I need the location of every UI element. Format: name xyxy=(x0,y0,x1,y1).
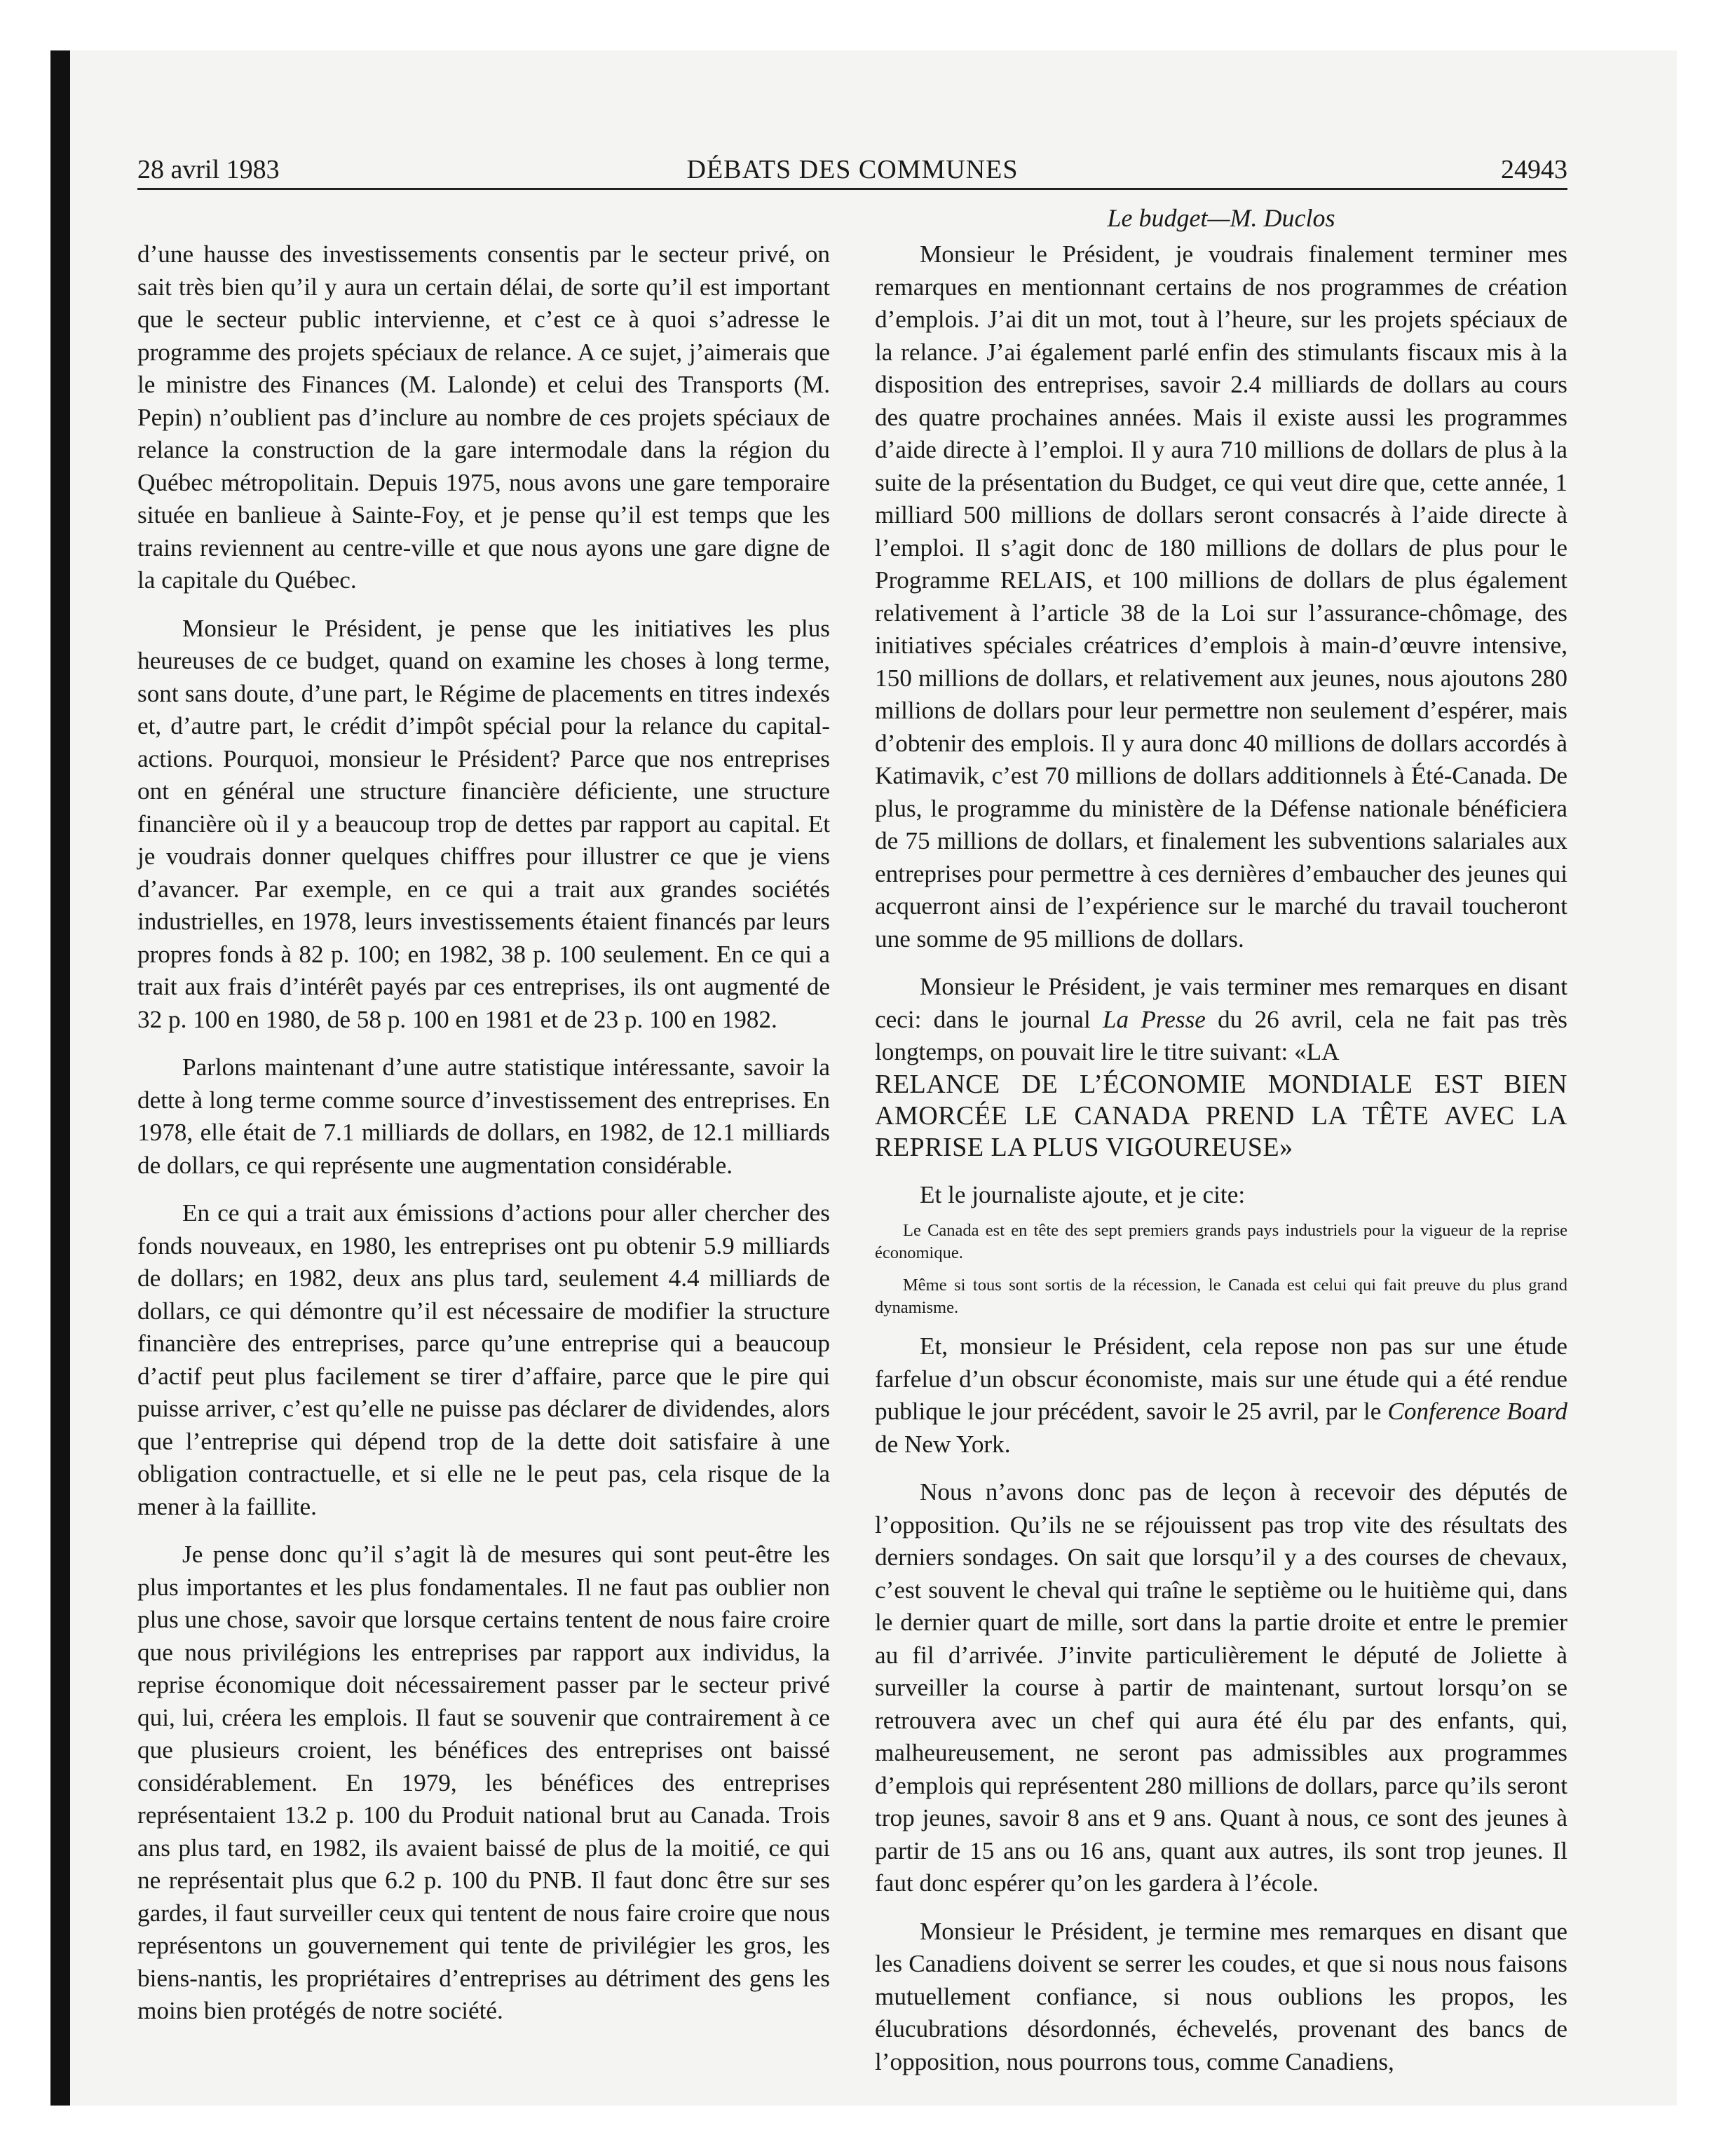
left-paragraph-4: En ce qui a trait aux émissions d’actions pour aller chercher des fonds nouveaux, en 1980, les entreprises ont pu obtenir 5.9 milliards de dollars; en 1982, deux ans plus tard, seulement 4.4 milliards de dollars, ce qui démontre qu’il est nécessaire de modifier la structure financière des entreprises, parce qu’une entreprise qui a beaucoup d’actif peut plus facilement se tirer d’affaire, parce que le pire qui puisse arriver, c’est qu’elle ne puisse pas déclarer de dividendes, alors que l’entreprise qui dépend trop de la dette doit satisfaire à une obligation contractuelle, et si elle ne le peut pas, cela risque de la mener à la faillite. xyxy=(137,1199,830,1520)
right-column xyxy=(875,200,1567,2094)
left-paragraph-2: Monsieur le Président, je pense que les initiatives les plus heureuses de ce budget, quand on examine les choses à long terme, sont sans doute, d’une part, le Régime de placements en titres indexés et, d’autre part, le crédit d’impôt spécial pour la relance du capital-actions. Pourquoi, monsieur le Président? Parce que nos entreprises ont en général une structure financière déficiente, une structure financière où il y a beaucoup trop de dettes par rapport au capital. Et je voudrais donner quelques chiffres pour illustrer ce que je viens d’avancer. Par exemple, en ce qui a trait aux grandes sociétés industrielles, en 1978, leurs investissements étaient financés par leurs propres fonds à 82 p. 100; en 1982, 38 p. 100 seulement. En ce qui a trait aux frais d’intérêt payés par ces entreprises, ils ont augmenté de 32 p. 100 en 1980, de 58 p. 100 en 1981 et de 23 p. 100 en 1982. xyxy=(137,614,830,1033)
left-paragraph-1: d’une hausse des investissements consentis par le secteur privé, on sait très bien qu’il y aura un certain délai, de sorte qu’il est important que le secteur public intervienne, et c’est ce à quoi s’adresse le programme des projets spéciaux de relance. A ce sujet, j’aimerais que le ministre des Finances (M. Lalonde) et celui des Transports (M. Pepin) n’oublient pas d’inclure au nombre de ces projets spéciaux de relance la construction de la gare intermodale dans la région du Québec métropolitain. Depuis 1975, nous avons une gare temporaire située en banlieue à Sainte-Foy, et je pense qu’il est temps que les trains reviennent au centre-ville et que nous ayons une gare digne de la capitale du Québec. xyxy=(137,240,830,594)
left-column xyxy=(137,238,830,2043)
right-paragraph-4 xyxy=(875,1330,1567,1461)
right-paragraph-5: Nous n’avons donc pas de leçon à recevoir des députés de l’opposition. Qu’ils ne se réjouissent pas trop vite des résultats des derniers sondages. On sait que lorsqu’il y a des courses de chevaux, c’est souvent le cheval qui traîne le septième ou le huitième qui, dans le dernier quart de mille, sort dans la partie droite et entre le premier au fil d’arrivée. J’invite particulièrement le député de Joliette à surveiller la course à partir de maintenant, surtout lorsqu’on se retrouvera avec un chef qui aura été élu par des enfants, qui, malheureusement, ne seront pas admissibles aux programmes d’emplois qui représentent 280 millions de dollars, parce qu’ils seront trop jeunes, savoir 8 ans et 9 ans. Quant à nous, ce sont des jeunes à partir de 15 ans ou 16 ans, quant aux autres, ils sont trop jeunes. Il faut donc espérer qu’on les gardera à l’école. xyxy=(875,1478,1567,1897)
scan-binding-edge xyxy=(50,50,70,2106)
right-paragraph-2 xyxy=(875,971,1567,1069)
header-title: DÉBATS DES COMMUNES xyxy=(686,155,1019,184)
right-paragraph-2-text-a: Monsieur le Président, je vais terminer mes remarques en disant ceci: dans le journal xyxy=(875,973,1567,1033)
left-paragraph-3: Parlons maintenant d’une autre statistique intéressante, savoir la dette à long terme comme source d’investissement des entreprises. En 1978, elle était de 7.1 milliards de dollars, en 1982, de 12.1 milliards de dollars, ce qui représente une augmentation considérable. xyxy=(137,1053,830,1179)
right-paragraph-4-text-b: de New York. xyxy=(875,1430,1011,1458)
running-head: Le budget—M. Duclos xyxy=(1107,204,1335,232)
header-page-number: 24943 xyxy=(1501,155,1567,184)
right-paragraph-3: Et le journaliste ajoute, et je cite: xyxy=(920,1180,1246,1208)
newspaper-name: La Presse xyxy=(1102,1005,1206,1033)
right-paragraph-1: Monsieur le Président, je voudrais finalement terminer mes remarques en mentionnant certains de nos programmes de création d’emplois. J’ai dit un mot, tout à l’heure, sur les projets spéciaux de la relance. J’ai également parlé enfin des stimulants fiscaux mis à la disposition des entreprises, savoir 2.4 milliards de dollars au cours des quatre prochaines années. Mais il existe aussi les programmes d’aide directe à l’emploi. Il y aura 710 millions de dollars de plus à la suite de la présentation du Budget, ce qui veut dire que, cette année, 1 milliard 500 millions de dollars seront consacrés à l’aide directe à l’emploi. Il s’agit donc de 180 millions de dollars de plus pour le Programme RELAIS, et 100 millions de dollars de plus également relativement à l’article 38 de la Loi sur l’assurance-chômage, des initiatives spéciales créatrices d’emplois à main-d’œuvre intensive, 150 millions de dollars, et relativement aux jeunes, nous ajoutons 280 millions de dollars pour leur permettre non seulement d’espérer, mais d’obtenir des emplois. Il y aura donc 40 millions de dollars accordés à Katimavik, c’est 70 millions de dollars additionnels à Été-Canada. De plus, le programme du ministère de la Défense nationale bénéficiera de 75 millions de dollars, et finalement les subventions salariales aux entreprises pour permettre à ces dernières d’embaucher des jeunes qui acquerront ainsi de l’expérience sur le marché du travail toucheront une somme de 95 millions de dollars. xyxy=(875,240,1567,953)
quote-2: Même si tous sont sortis de la récession, le Canada est celui qui fait preuve du plus grand dynamisme. xyxy=(875,1276,1567,1317)
header-date: 28 avril 1983 xyxy=(137,155,280,184)
header-rule xyxy=(137,188,1567,190)
quote-block xyxy=(875,1220,1567,1319)
quote-1: Le Canada est en tête des sept premiers grands pays industriels pour la vigueur de la reprise économique. xyxy=(875,1221,1567,1262)
organization-name: Conference Board xyxy=(1387,1398,1567,1425)
right-paragraph-6: Monsieur le Président, je termine mes remarques en disant que les Canadiens doivent se serrer les coudes, et que si nous nous faisons mutuellement confiance, si nous oublions les propos, les élucubrations désordonnés, échevelés, provenant des bancs de l’opposition, nous pourrons tous, comme Canadiens, xyxy=(875,1917,1567,2075)
right-paragraph-2-text-b: du 26 avril, cela ne fait pas très longtemps, on pouvait lire le titre suivant: «LA xyxy=(875,1005,1567,1065)
headline-quote: RELANCE DE L’ÉCONOMIE MONDIALE EST BIEN AMORCÉE LE CANADA PREND LA TÊTE AVEC LA REPRISE LA PLUS VIGOUREUSE» xyxy=(875,1069,1567,1162)
right-paragraph-4-text-a: Et, monsieur le Président, cela repose non pas sur une étude farfelue d’un obscur économiste, mais sur une étude qui a été rendue publique le jour précédent, savoir le 25 avril, par le xyxy=(875,1332,1567,1425)
page-header xyxy=(137,149,1567,191)
left-paragraph-5: Je pense donc qu’il s’agit là de mesures qui sont peut-être les plus importantes et les plus fondamentales. Il ne faut pas oublier non plus une chose, savoir que lorsque certains tentent de nous faire croire que nous privilégions les entreprises par rapport aux individus, la reprise économique doit nécessairement passer par le secteur privé qui, lui, créera les emplois. Il faut se souvenir que contrairement à ce que plusieurs croient, les bénéfices des entreprises ont baissé considérablement. En 1979, les bénéfices des entreprises représentaient 13.2 p. 100 du Produit national brut au Canada. Trois ans plus tard, en 1982, ils avaient baissé de plus de la moitié, ce qui ne représentait plus que 6.2 p. 100 du PNB. Il faut donc être sur ses gardes, il faut surveiller ceux qui tentent de nous faire croire que nous représentons un gouvernement qui tente de privilégier les gros, les biens-nantis, les propriétaires d’entreprises au détriment des gens les moins bien protégés de notre société. xyxy=(137,1541,830,2024)
